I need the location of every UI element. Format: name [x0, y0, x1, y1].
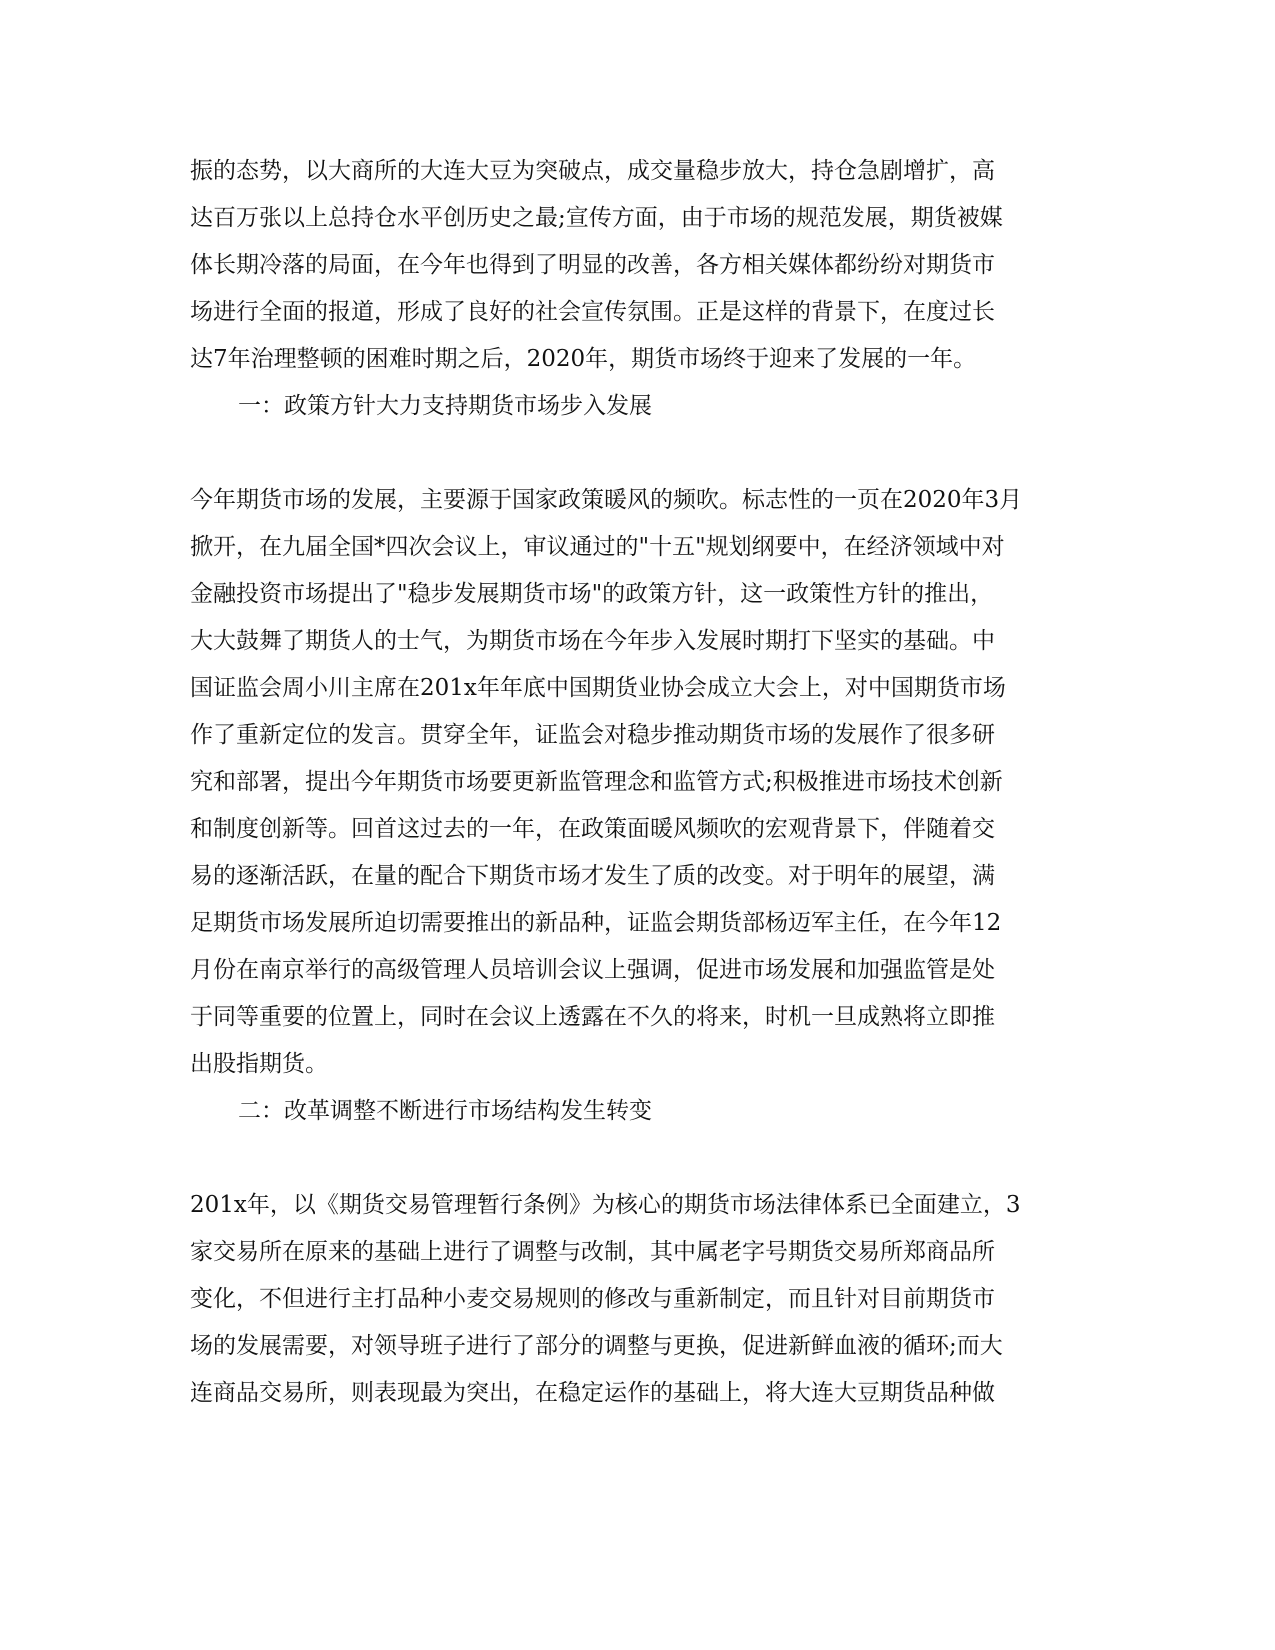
- section-heading-2: 二：改革调整不断进行市场结构发生转变: [238, 1098, 652, 1124]
- paragraph-1-line: 场进行全面的报道，形成了良好的社会宣传氛围。正是这样的背景下，在度过长: [190, 299, 995, 325]
- paragraph-2-line: 大大鼓舞了期货人的士气，为期货市场在今年步入发展时期打下坚实的基础。中: [190, 628, 995, 654]
- paragraph-2-line: 出股指期货。: [190, 1051, 328, 1077]
- paragraph-2-line: 作了重新定位的发言。贯穿全年，证监会对稳步推动期货市场的发展作了很多研: [190, 722, 995, 748]
- section-heading-1: 一：政策方针大力支持期货市场步入发展: [238, 393, 652, 419]
- paragraph-2-line: 足期货市场发展所迫切需要推出的新品种，证监会期货部杨迈军主任，在今年12: [190, 910, 1002, 936]
- paragraph-3-line: 场的发展需要，对领导班子进行了部分的调整与更换，促进新鲜血液的循环;而大: [190, 1333, 1003, 1359]
- paragraph-1-line: 达百万张以上总持仓水平创历史之最;宣传方面，由于市场的规范发展，期货被媒: [190, 205, 1003, 231]
- paragraph-2-line: 易的逐渐活跃，在量的配合下期货市场才发生了质的改变。对于明年的展望，满: [190, 863, 995, 889]
- paragraph-3-line: 家交易所在原来的基础上进行了调整与改制，其中属老字号期货交易所郑商品所: [190, 1239, 995, 1265]
- paragraph-2-line: 掀开，在九届全国*四次会议上，审议通过的"十五"规划纲要中，在经济领域中对: [190, 534, 1005, 560]
- paragraph-2-line: 今年期货市场的发展，主要源于国家政策暖风的频吹。标志性的一页在2020年3月: [190, 487, 1023, 513]
- paragraph-2-line: 国证监会周小川主席在201x年年底中国期货业协会成立大会上，对中国期货市场: [190, 675, 1006, 701]
- paragraph-2-line: 和制度创新等。回首这过去的一年，在政策面暖风频吹的宏观背景下，伴随着交: [190, 816, 995, 842]
- paragraph-2-line: 究和部署，提出今年期货市场要更新监管理念和监管方式;积极推进市场技术创新: [190, 769, 1003, 795]
- paragraph-2-line: 金融投资市场提出了"稳步发展期货市场"的政策方针，这一政策性方针的推出，: [190, 581, 994, 607]
- paragraph-1-line: 振的态势，以大商所的大连大豆为突破点，成交量稳步放大，持仓急剧增扩，高: [190, 158, 995, 184]
- paragraph-2-line: 月份在南京举行的高级管理人员培训会议上强调，促进市场发展和加强监管是处: [190, 957, 995, 983]
- paragraph-2-line: 于同等重要的位置上，同时在会议上透露在不久的将来，时机一旦成熟将立即推: [190, 1004, 995, 1030]
- paragraph-1-line: 达7年治理整顿的困难时期之后，2020年，期货市场终于迎来了发展的一年。: [190, 346, 977, 372]
- paragraph-3-line: 变化，不但进行主打品种小麦交易规则的修改与重新制定，而且针对目前期货市: [190, 1286, 995, 1312]
- paragraph-3-line: 连商品交易所，则表现最为突出，在稳定运作的基础上，将大连大豆期货品种做: [190, 1380, 995, 1406]
- paragraph-3-line: 201x年，以《期货交易管理暂行条例》为核心的期货市场法律体系已全面建立，3: [190, 1192, 1021, 1218]
- paragraph-1-line: 体长期冷落的局面，在今年也得到了明显的改善，各方相关媒体都纷纷对期货市: [190, 252, 995, 278]
